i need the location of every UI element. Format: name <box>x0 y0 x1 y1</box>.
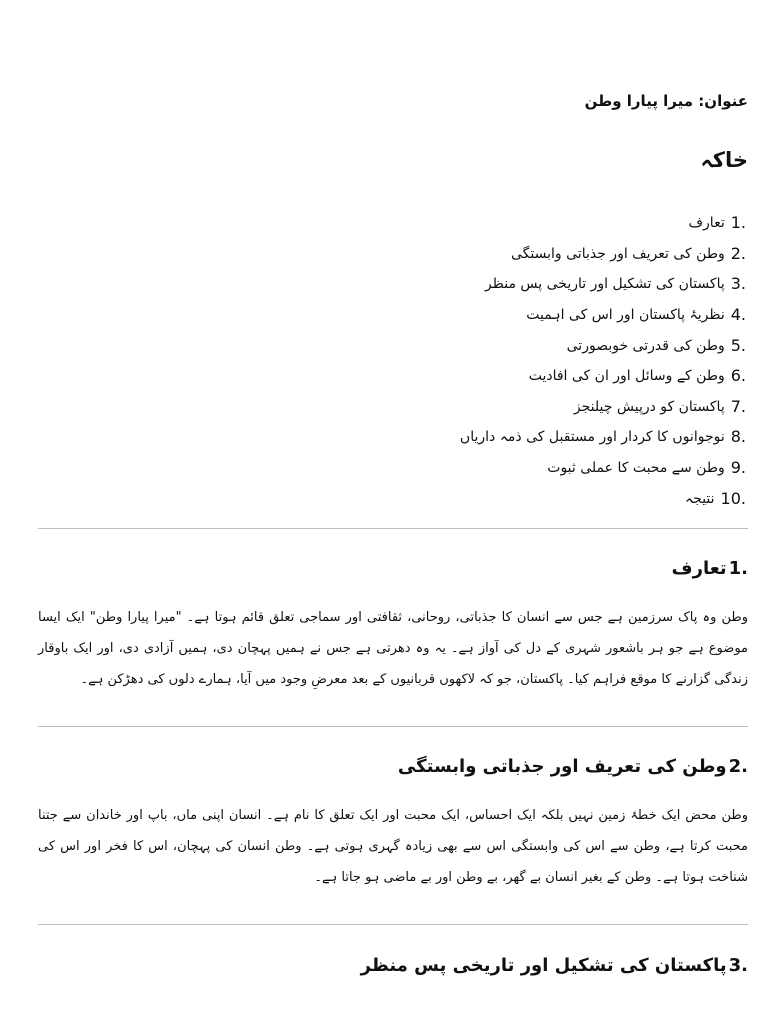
outline-item: 8. نوجوانوں کا کردار اور مستقبل کی ذمہ داریاں <box>460 422 746 453</box>
outline-item-text: وطن کے وسائل اور ان کی افادیت <box>528 368 725 385</box>
outline-item: 7. پاکستان کو درپیش چیلنجز <box>460 392 746 423</box>
section-divider <box>38 528 748 529</box>
section-divider <box>38 924 748 925</box>
section-body-intro: وطن وہ پاک سرزمین ہے جس سے انسان کا جذباتی، روحانی، ثقافتی اور سماجی تعلق قائم ہوتا ہے۔ "میرا پیارا وطن" ایک ایسا موضوع ہے جو ہر باشعور شہری کے دل کی آواز ہے۔ یہ وہ دھرتی ہے جس نے ہمیں پہچان دی، ہمیں آزادی دی، اور ایک باوقار زندگی گزارنے کا موقع فراہم کیا۔ پاکستان، جو کہ لاکھوں قربانیوں کے بعد معرضِ وجود میں آیا، ہمارے دلوں کی دھڑکن ہے۔ <box>38 610 748 687</box>
outline-item-text: وطن کی قدرتی خوبصورتی <box>566 337 725 354</box>
essay-title: عنوان: میرا پیارا وطن <box>584 92 748 110</box>
outline-item: 3. پاکستان کی تشکیل اور تاریخی پس منظر <box>460 269 746 300</box>
outline-item: 9. وطن سے محبت کا عملی ثبوت <box>460 453 746 484</box>
section-divider <box>38 726 748 727</box>
outline-item-text: وطن کی تعریف اور جذباتی وابستگی <box>511 245 725 262</box>
section-body-definition: وطن محض ایک خطۂ زمین نہیں بلکہ ایک احساس، ایک محبت اور ایک تعلق کا نام ہے۔ انسان اپنی ماں، باپ اور خاندان سے جتنا محبت کرتا ہے، وطن سے اس کی وابستگی اس سے بھی زیادہ گہری ہوتی ہے۔ وطن انسان کی پہچان، اس کا فخر اور اس کی شناخت ہوتا ہے۔ وطن کے بغیر انسان بے گھر، بے وطن اور بے ماضی ہو جاتا ہے۔ <box>38 808 748 885</box>
outline-item: 2. وطن کی تعریف اور جذباتی وابستگی <box>460 239 746 270</box>
outline-item-text: پاکستان کو درپیش چیلنجز <box>573 398 725 415</box>
outline-item-text: نظریۂ پاکستان اور اس کی اہمیت <box>526 307 725 324</box>
outline-item-text: تعارف <box>688 215 725 232</box>
outline-item: 5. وطن کی قدرتی خوبصورتی <box>460 330 746 361</box>
outline-item: 10. نتیجہ <box>460 483 746 514</box>
outline-item-text: وطن سے محبت کا عملی ثبوت <box>547 460 725 477</box>
outline-item: 1. تعارف <box>460 208 746 239</box>
section-heading-definition: 2. وطن کی تعریف اور جذباتی وابستگی <box>397 756 748 777</box>
outline-list <box>460 208 746 514</box>
outline-heading: خاکہ <box>700 148 748 172</box>
outline-item-text: پاکستان کی تشکیل اور تاریخی پس منظر <box>485 276 725 293</box>
outline-item-text: نتیجہ <box>684 490 715 507</box>
section-heading-history: 3. پاکستان کی تشکیل اور تاریخی پس منظر <box>360 955 748 976</box>
section-heading-intro: 1. تعارف <box>671 558 748 579</box>
outline-item: 4. نظریۂ پاکستان اور اس کی اہمیت <box>460 300 746 331</box>
outline-item: 6. وطن کے وسائل اور ان کی افادیت <box>460 361 746 392</box>
outline-item-text: نوجوانوں کا کردار اور مستقبل کی ذمہ داریاں <box>459 429 725 446</box>
